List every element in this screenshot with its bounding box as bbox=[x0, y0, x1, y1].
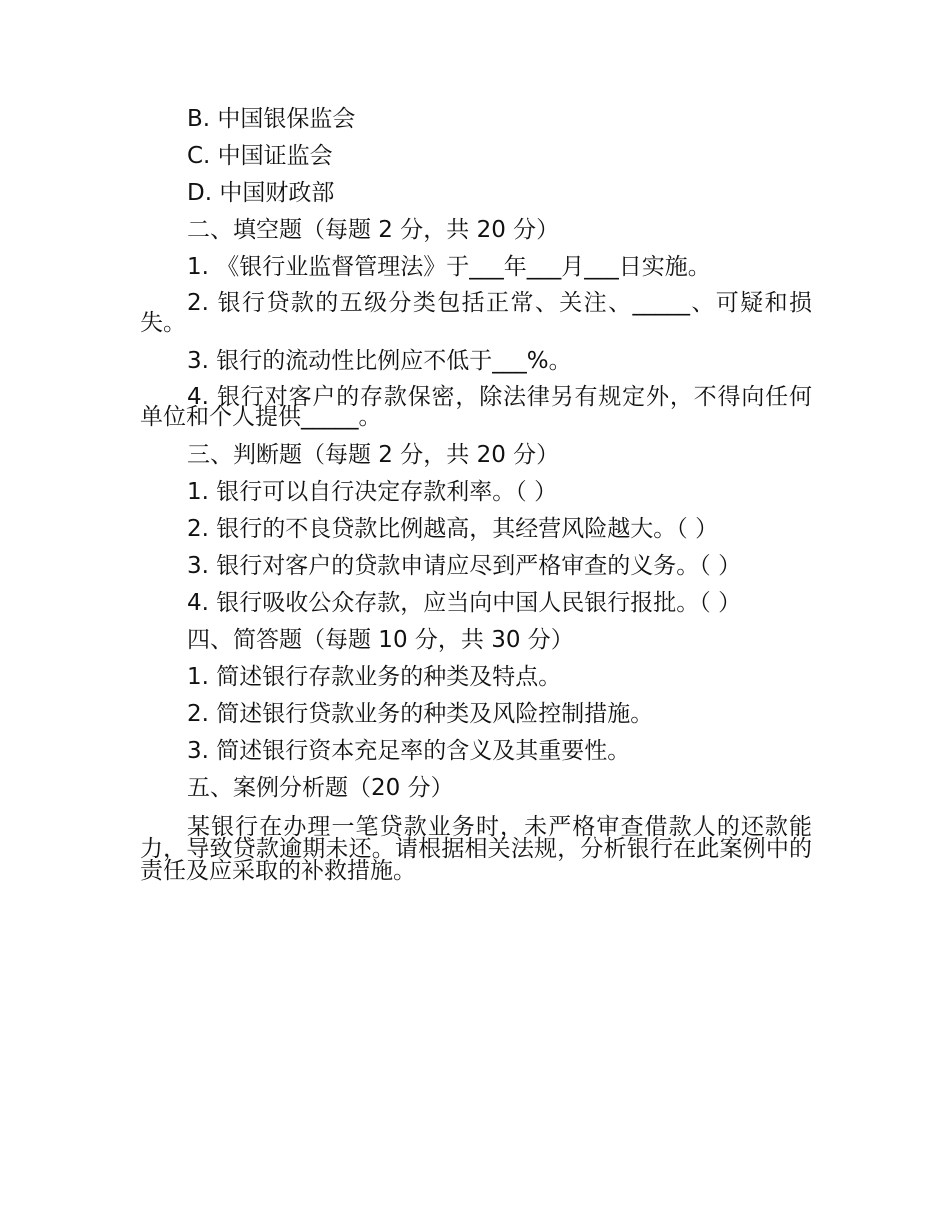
fill-blank-question-4: 4. 银行对客户的存款保密，除法律另有规定外，不得向任何单位和个人提供_____。 bbox=[140, 384, 812, 430]
short-answer-question-2: 2. 简述银行贷款业务的种类及风险控制措施。 bbox=[187, 701, 654, 727]
true-false-question-2: 2. 银行的不良贷款比例越高，其经营风险越大。（ ） bbox=[187, 516, 719, 542]
document-page bbox=[140, 101, 812, 892]
fill-blank-question-1: 1. 《银行业监督管理法》于___年___月___日实施。 bbox=[187, 254, 711, 280]
section-heading-true-false: 三、判断题（每题 2 分，共 20 分） bbox=[187, 442, 560, 468]
option-b: B. 中国银保监会 bbox=[187, 106, 356, 132]
true-false-question-4: 4. 银行吸收公众存款，应当向中国人民银行报批。（ ） bbox=[187, 590, 742, 616]
section-heading-fill-blank: 二、填空题（每题 2 分，共 20 分） bbox=[187, 217, 560, 243]
true-false-question-1: 1. 银行可以自行决定存款利率。（ ） bbox=[187, 479, 558, 505]
true-false-question-3: 3. 银行对客户的贷款申请应尽到严格审查的义务。（ ） bbox=[187, 553, 742, 579]
fill-blank-question-2: 2. 银行贷款的五级分类包括正常、关注、_____、可疑和损失。 bbox=[140, 290, 812, 336]
section-heading-case-analysis: 五、案例分析题（20 分） bbox=[187, 775, 454, 801]
section-heading-short-answer: 四、简答题（每题 10 分，共 30 分） bbox=[187, 627, 574, 653]
short-answer-question-1: 1. 简述银行存款业务的种类及特点。 bbox=[187, 664, 562, 690]
option-c: C. 中国证监会 bbox=[187, 143, 333, 169]
fill-blank-question-3: 3. 银行的流动性比例应不低于___%。 bbox=[187, 348, 572, 374]
case-analysis-question: 某银行在办理一笔贷款业务时，未严格审查借款人的还款能力，导致贷款逾期未还。请根据相关法规，分析银行在此案例中的责任及应采取的补救措施。 bbox=[140, 814, 812, 884]
option-d: D. 中国财政部 bbox=[187, 180, 335, 206]
short-answer-question-3: 3. 简述银行资本充足率的含义及其重要性。 bbox=[187, 738, 631, 764]
